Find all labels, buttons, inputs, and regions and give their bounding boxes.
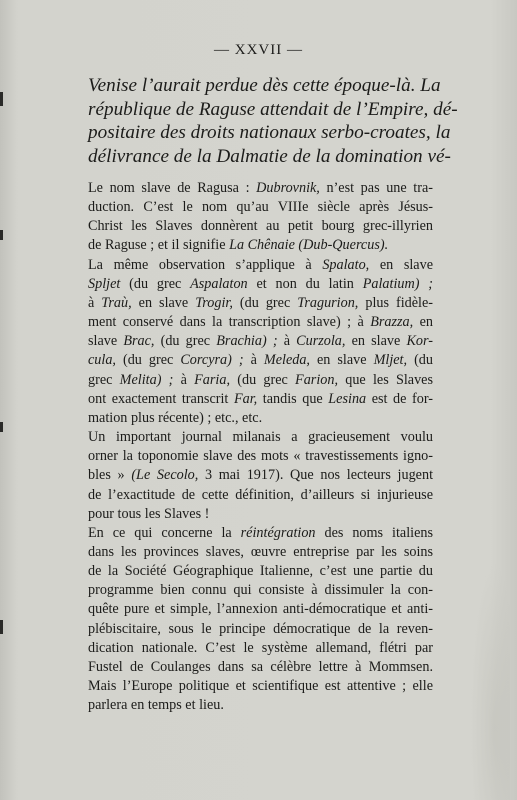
text-run: plus fidèle- bbox=[358, 294, 434, 311]
page-number: — XXVII — bbox=[214, 42, 303, 58]
text-line bbox=[88, 390, 433, 409]
text-run: Christ les Slaves donnèrent au petit bourg grec-illyrien bbox=[88, 218, 433, 235]
intro-paragraph bbox=[88, 74, 458, 168]
italic-run: Meleda, bbox=[263, 352, 310, 369]
text-run: en slave bbox=[345, 333, 407, 350]
text-line bbox=[88, 447, 433, 466]
text-line bbox=[88, 371, 433, 390]
italic-run: Brazza, bbox=[370, 314, 414, 331]
text-line bbox=[88, 332, 433, 351]
text-run: parlera en temps et lieu. bbox=[88, 697, 224, 714]
text-line bbox=[88, 179, 433, 198]
text-run: dans les provinces slaves, œuvre entreprise par les soins bbox=[88, 543, 433, 560]
text-run: plébiscitaire, sous le principe démocratique de la reven- bbox=[88, 620, 433, 637]
binding-mark bbox=[0, 422, 3, 432]
text-line bbox=[88, 275, 433, 294]
italic-run: La Chênaie (Dub-Quercus). bbox=[229, 237, 389, 254]
text-line bbox=[88, 428, 433, 447]
italic-run: Spljet bbox=[88, 275, 121, 292]
binding-mark bbox=[0, 230, 3, 240]
text-line bbox=[88, 543, 433, 562]
paper-stain bbox=[470, 560, 510, 800]
text-run: ment conservé dans la transcription slave) ; à bbox=[88, 314, 371, 331]
binding-mark bbox=[0, 92, 3, 106]
italic-run: Tragurion, bbox=[297, 294, 359, 311]
italic-run: Palatium) ; bbox=[362, 275, 433, 292]
text-run: que les Slaves bbox=[338, 371, 433, 388]
text-run: à bbox=[277, 333, 297, 350]
text-run: des noms italiens bbox=[315, 524, 433, 541]
text-run: (du grec bbox=[115, 352, 181, 369]
intro-line: délivrance de la Dalmatie de la domination vé- bbox=[88, 145, 451, 167]
text-run: Fustel de Coulanges dans sa célèbre lettre à Mommsen. bbox=[88, 658, 433, 675]
italic-run: Farion, bbox=[295, 371, 339, 388]
text-run: grec bbox=[88, 371, 120, 388]
italic-run: Far, bbox=[233, 390, 258, 407]
text-run: 3 mai 1917). Que nos lecteurs jugent bbox=[198, 467, 434, 484]
text-line bbox=[88, 256, 433, 275]
footnote-text bbox=[88, 179, 433, 715]
intro-line: Venise l’aurait perdue dès cette époque-là. La bbox=[88, 75, 441, 96]
text-line bbox=[88, 600, 433, 619]
text-run: bles » bbox=[88, 467, 132, 484]
text-run: de la Société Géographique Italienne, c’est une partie du bbox=[88, 563, 433, 580]
text-line bbox=[88, 562, 433, 581]
text-line bbox=[88, 313, 433, 332]
text-run: à bbox=[88, 294, 102, 311]
text-run: (du grec bbox=[232, 294, 298, 311]
text-run: à bbox=[173, 371, 195, 388]
italic-run: Dubrovnik, bbox=[256, 180, 320, 196]
text-run: en bbox=[413, 314, 433, 331]
italic-run: Curzola, bbox=[296, 333, 346, 350]
text-line bbox=[88, 486, 433, 505]
text-run: Le nom slave de Ragusa : bbox=[88, 180, 257, 196]
text-line bbox=[88, 505, 433, 524]
text-run: en slave bbox=[309, 352, 374, 369]
text-run: quête pure et simple, l’annexion anti-démocratique et anti- bbox=[88, 601, 433, 618]
text-run: de Raguse ; et il signifie bbox=[88, 237, 230, 254]
italic-run: Faria, bbox=[194, 371, 231, 388]
text-run: duction. C’est le nom qu’au VIIIe siècle après Jésus- bbox=[88, 199, 433, 216]
text-line bbox=[88, 409, 433, 428]
text-line bbox=[88, 677, 433, 696]
text-run: mation plus récente) ; etc., etc. bbox=[88, 409, 263, 426]
text-line bbox=[88, 236, 433, 255]
italic-run: Spalato, bbox=[322, 256, 370, 273]
text-run: pour tous les Slaves ! bbox=[88, 505, 210, 522]
text-run: en slave bbox=[131, 294, 196, 311]
text-line bbox=[88, 620, 433, 639]
text-line bbox=[88, 294, 433, 313]
italic-run: (Le Secolo, bbox=[131, 467, 199, 484]
text-line bbox=[88, 351, 433, 370]
text-run: à bbox=[243, 352, 264, 369]
italic-run: Trogir, bbox=[195, 294, 233, 311]
text-run: et non du latin bbox=[247, 275, 363, 292]
italic-run: Corcyra) ; bbox=[180, 352, 244, 369]
text-run: Un important journal milanais a gracieusement voulu bbox=[88, 429, 433, 446]
italic-run: Traù, bbox=[101, 294, 132, 311]
text-run: de l’exactitude de cette définition, d’ailleurs si injurieuse bbox=[88, 486, 433, 503]
intro-line: république de Raguse attendait de l’Empire, dé- bbox=[88, 98, 458, 120]
italic-run: réintégration bbox=[240, 524, 316, 541]
text-line bbox=[88, 658, 433, 677]
text-run: slave bbox=[88, 333, 124, 350]
text-run: programme bien connu qui consiste à dissimuler la con- bbox=[88, 582, 433, 599]
italic-run: Brac, bbox=[123, 333, 155, 350]
text-run: n’est pas une tra- bbox=[319, 180, 433, 196]
text-run: est de for- bbox=[366, 390, 433, 407]
intro-line: positaire des droits nationaux serbo-croates, la bbox=[88, 122, 451, 144]
italic-run: Mljet, bbox=[373, 352, 408, 369]
text-line bbox=[88, 466, 433, 485]
text-run: (du grec bbox=[230, 371, 296, 388]
text-run: (du bbox=[407, 352, 433, 369]
italic-run: Kor- bbox=[406, 333, 433, 350]
italic-run: Aspalaton bbox=[190, 275, 248, 292]
text-line bbox=[88, 581, 433, 600]
italic-run: Brachia) ; bbox=[216, 333, 278, 350]
text-run: en slave bbox=[369, 256, 433, 273]
text-run: Mais l’Europe politique et scientifique est attentive ; elle bbox=[88, 678, 433, 695]
text-line bbox=[88, 198, 433, 217]
italic-run: cula, bbox=[88, 352, 116, 369]
binding-mark bbox=[0, 620, 3, 634]
text-run: (du grec bbox=[154, 333, 217, 350]
text-line bbox=[88, 217, 433, 236]
text-run: (du grec bbox=[120, 275, 191, 292]
text-line bbox=[88, 524, 433, 543]
text-run: La même observation s’applique à bbox=[88, 256, 323, 273]
text-line bbox=[88, 639, 433, 658]
text-run: orner la toponomie slave des mots « travestissements igno- bbox=[88, 448, 433, 465]
italic-run: Melita) ; bbox=[119, 371, 174, 388]
text-run: ont exactement transcrit bbox=[88, 390, 234, 407]
text-run: En ce qui concerne la bbox=[88, 524, 241, 541]
text-line bbox=[88, 696, 433, 715]
text-run: dication nationale. C’est le système allemand, flétri par bbox=[88, 639, 433, 656]
text-run: tandis que bbox=[257, 390, 329, 407]
italic-run: Lesina bbox=[328, 390, 367, 407]
